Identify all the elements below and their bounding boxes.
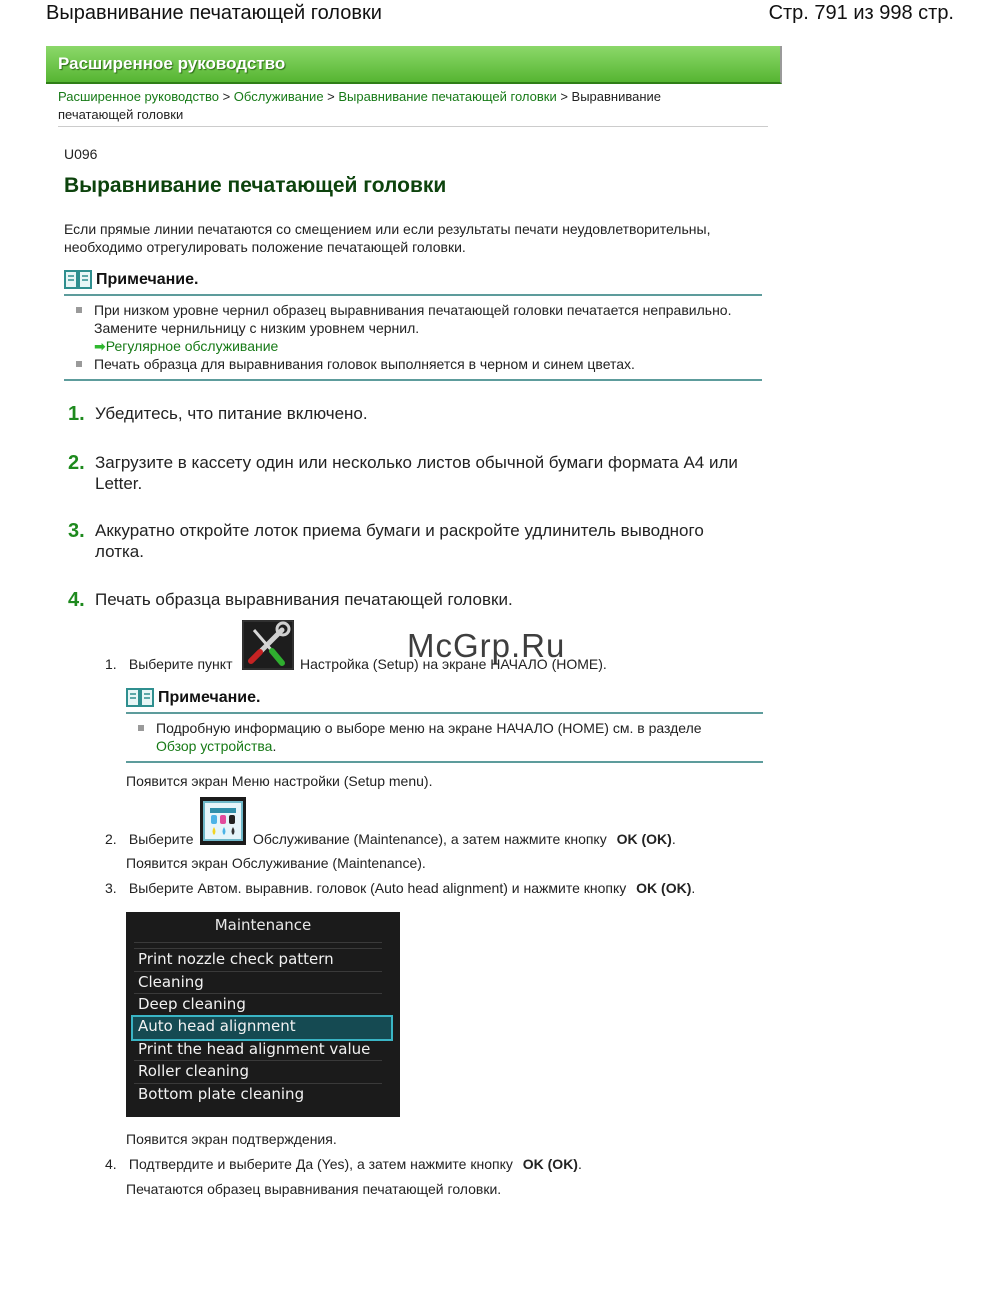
lcd-menu-item[interactable]: Deep cleaning	[138, 995, 246, 1013]
note-item-text: Подробную информацию о выборе меню на экране НАЧАЛО (HOME) см. в разделе	[156, 720, 702, 736]
bullet-icon	[76, 361, 82, 367]
note-item-text: Печать образца для выравнивания головок выполняется в черном и синем цветах.	[94, 356, 635, 372]
step-text: Убедитесь, что питание включено.	[95, 404, 368, 423]
note-rule	[126, 761, 763, 763]
doc-code: U096	[64, 146, 98, 162]
substep-text: Обслуживание (Maintenance), а затем нажмите кнопку	[253, 831, 607, 847]
list-item	[76, 301, 764, 355]
substep-4	[105, 1156, 582, 1172]
step-number: 4.	[68, 589, 85, 611]
substep-number: 3.	[105, 880, 117, 896]
note-block	[64, 268, 764, 381]
book-icon	[64, 269, 92, 291]
lcd-title: Maintenance	[214, 916, 312, 934]
divider	[58, 126, 768, 127]
substep-1-text	[105, 656, 232, 672]
substep-1-after: Настройка (Setup) на экране НАЧАЛО (HOME).	[300, 656, 607, 672]
breadcrumb-current: Выравнивание печатающей головки	[58, 89, 662, 122]
substep-number: 4.	[105, 1156, 117, 1172]
step-text: Загрузите в кассету один или несколько листов обычной бумаги формата А4 или Letter.	[95, 453, 738, 493]
book-icon	[126, 687, 154, 709]
breadcrumb-sep: >	[560, 89, 568, 104]
substep-1-result: Появится экран Меню настройки (Setup menu).	[126, 773, 433, 789]
ok-button-label: OK (OK)	[616, 831, 672, 847]
lcd-divider	[134, 948, 382, 949]
lcd-divider	[134, 971, 382, 972]
lcd-maintenance-screen	[126, 912, 400, 1117]
breadcrumb-link-guide[interactable]: Расширенное руководство	[58, 89, 219, 104]
breadcrumb-sep: >	[222, 89, 231, 104]
step-number: 2.	[68, 452, 85, 474]
maintenance-ink-icon[interactable]	[200, 797, 246, 845]
substep-2-result: Появится экран Обслуживание (Maintenance).	[126, 855, 426, 871]
lcd-divider	[134, 1083, 382, 1084]
breadcrumb-link-maintenance[interactable]: Обслуживание	[233, 89, 324, 104]
period: .	[691, 880, 696, 896]
breadcrumb	[58, 88, 738, 124]
note-heading: Примечание.	[158, 689, 261, 706]
lcd-menu-item[interactable]: Print nozzle check pattern	[138, 950, 334, 968]
list-item	[138, 719, 764, 755]
substep-text: Подтвердите и выберите Да (Yes), а затем нажмите кнопку	[128, 1156, 513, 1172]
page-number: Стр. 791 из 998 стр.	[768, 2, 954, 24]
bullet-icon	[76, 307, 82, 313]
step-number: 1.	[68, 403, 85, 425]
lcd-menu-item[interactable]: Cleaning	[138, 973, 204, 991]
substep-3	[105, 880, 695, 896]
substep-2-after	[253, 831, 676, 847]
step-2	[68, 452, 748, 494]
step-text: Печать образца выравнивания печатающей головки.	[95, 590, 513, 609]
link-device-overview[interactable]: Обзор устройства	[156, 738, 273, 754]
step-3	[68, 520, 748, 562]
lcd-divider	[134, 942, 382, 943]
arrow-right-icon: ➡	[94, 338, 106, 354]
step-1	[68, 403, 748, 426]
setup-tools-icon[interactable]	[242, 620, 294, 670]
note-block-2	[126, 686, 764, 763]
page-title: Выравнивание печатающей головки	[46, 2, 382, 24]
breadcrumb-sep: >	[327, 89, 335, 104]
substep-text: Выберите	[128, 831, 194, 847]
lcd-menu-item-selected[interactable]: Auto head alignment	[138, 1017, 296, 1035]
step-text: Аккуратно откройте лоток приема бумаги и раскройте удлинитель выводного лотка.	[95, 521, 704, 561]
period: .	[577, 1156, 582, 1172]
ok-button-label: OK (OK)	[636, 880, 692, 896]
substep-3-result: Появится экран подтверждения.	[126, 1131, 337, 1147]
substep-text: Выберите Автом. выравнив. головок (Auto head alignment) и нажмите кнопку	[128, 880, 627, 896]
lcd-menu-item[interactable]: Roller cleaning	[138, 1062, 249, 1080]
list-item	[76, 355, 764, 373]
watermark: McGrp.Ru	[407, 627, 566, 664]
note-rule	[64, 379, 762, 381]
section-banner	[46, 46, 782, 84]
substep-4-result: Печатаются образец выравнивания печатающей головки.	[126, 1181, 502, 1197]
doc-intro: Если прямые линии печатаются со смещением или если результаты печати неудовлетворительны, необходимо отрегулировать положение печатающей головки.	[64, 221, 711, 255]
lcd-menu-item[interactable]: Print the head alignment value	[138, 1040, 371, 1058]
note-item-text: При низком уровне чернил образец выравнивания печатающей головки печатается неправильно. Замените чернильницу с низким уровнем чернил.	[94, 302, 732, 336]
bullet-icon	[138, 725, 144, 731]
lcd-divider	[134, 993, 382, 994]
period: .	[272, 738, 277, 754]
doc-heading: Выравнивание печатающей головки	[64, 174, 447, 197]
substep-2-text	[105, 831, 194, 847]
substep-text: Выберите пункт	[128, 656, 233, 672]
step-number: 3.	[68, 520, 85, 542]
substep-number: 1.	[105, 656, 117, 672]
period: .	[671, 831, 676, 847]
link-regular-maintenance[interactable]: Регулярное обслуживание	[105, 338, 279, 354]
ok-button-label: OK (OK)	[522, 1156, 578, 1172]
note-heading: Примечание.	[96, 271, 199, 288]
step-4	[68, 589, 748, 612]
substep-number: 2.	[105, 831, 117, 847]
lcd-menu-item[interactable]: Bottom plate cleaning	[138, 1085, 305, 1103]
lcd-divider	[134, 1060, 382, 1061]
breadcrumb-link-alignment[interactable]: Выравнивание печатающей головки	[338, 89, 557, 104]
banner-label: Расширенное руководство	[58, 54, 286, 73]
